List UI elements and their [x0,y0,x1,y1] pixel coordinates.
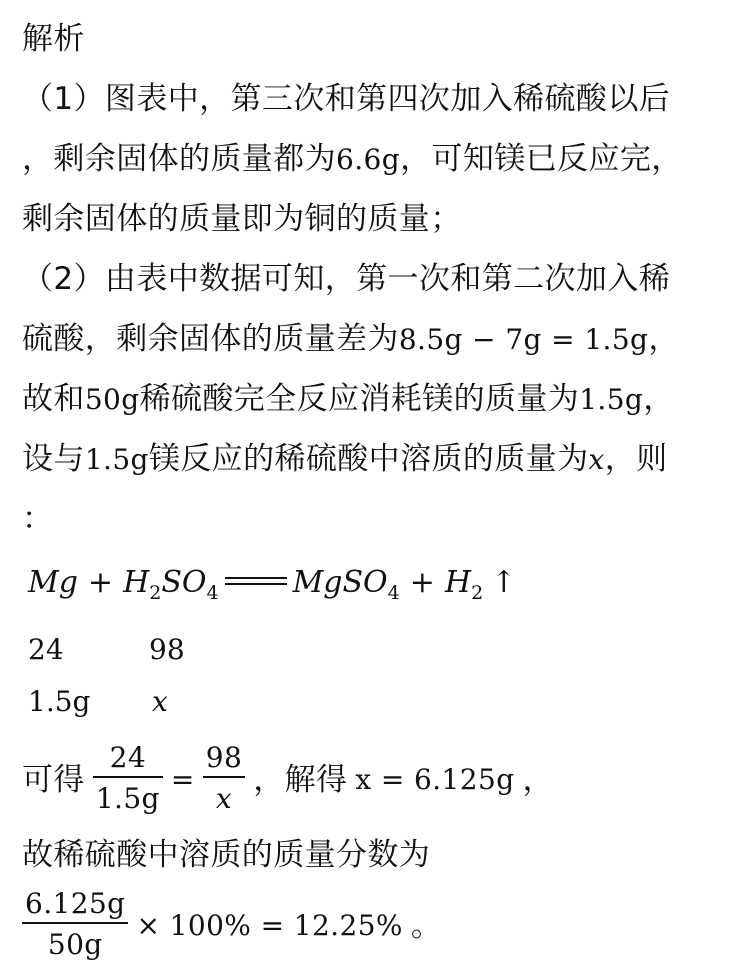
reactant-mg: Mg [28,565,78,600]
title-analysis: 解析 [22,21,85,57]
fraction-98-over-x [203,742,245,815]
final-fraction [22,888,128,961]
solve-result: x = 6.125g [355,763,515,797]
part2-line5-math: 8.5g − 7g = 1.5g [398,323,649,356]
part1-line2-mass: 6.6g [336,143,401,176]
final-calc-text: × 100% = 12.25% [136,909,403,943]
part2-line7-var: x [588,443,605,476]
fraction-intro-line: 故稀硫酸中溶质的质量分数为 [22,837,431,873]
reactant-h2so4 [123,565,219,604]
part1-line2 [22,141,683,177]
mgso-symbol: MgSO [292,565,388,600]
part2-line6 [22,381,675,417]
part1-line3: 剩余固体的质量即为铜的质量； [22,201,462,237]
ratio-grid [28,633,268,726]
solve-equals: = [170,763,195,797]
part2-line6-value: 1.5g [579,383,644,416]
chemical-equation [28,565,517,604]
solve-text-before: 可得 [22,761,85,798]
mgso-subscript: 4 [387,582,400,604]
part2-line7-text2: 镁反应的稀硫酸中溶质的质量为 [148,441,589,477]
part1-line2-text: ，剩余固体的质量都为 [22,141,336,177]
solve-line [22,741,554,817]
plus-sign-1: + [87,565,114,600]
so-symbol: SO [161,565,207,600]
fraction2-bottom: x [215,782,233,816]
fraction2-top: 98 [203,742,245,778]
part2-line6-text1: 故和 [22,381,85,417]
part2-line8: ： [22,501,54,537]
mg-molar-mass: 24 [28,633,64,666]
fraction1-top: 24 [93,742,163,778]
part2-line7-tail: ，则 [604,441,668,477]
part1-line1: （1）图表中，第三次和第四次加入稀硫酸以后 [22,81,671,117]
solve-tail: ， [522,761,554,798]
plus-sign-2: + [409,565,435,600]
o-subscript: 4 [206,582,219,604]
fraction1-bottom: 1.5g [95,782,160,816]
product-h2 [444,565,484,604]
final-calculation [22,887,443,963]
final-period: 。 [410,907,443,944]
h2-subscript: 2 [471,582,484,604]
final-fraction-bottom: 50g [47,928,103,962]
fraction-24-over-1-5g [93,742,163,815]
part2-line7 [22,441,668,477]
solve-text-mid: ，解得 [253,761,348,798]
gas-arrow-icon: ↑ [491,565,517,600]
part2-line5-text: 硫酸，剩余固体的质量差为 [22,321,399,357]
part1-line2-tail: ，可知镁已反应完， [400,141,683,177]
part2-line5 [22,321,680,357]
final-fraction-top: 6.125g [22,888,128,924]
product-mgso4 [292,565,400,604]
part2-line4: （2）由表中数据可知，第一次和第二次加入稀 [22,261,671,297]
acid-molar-mass: 98 [149,633,185,666]
part2-line6-text2: 稀硫酸完全反应消耗镁的质量为 [139,381,580,417]
part2-line7-text1: 设与 [22,441,85,477]
part2-line7-mass: 1.5g [84,443,149,476]
reaction-equals-sign [225,573,287,589]
h-symbol: H [123,565,150,600]
part2-line6-tail: ， [643,381,675,417]
part2-line6-mass: 50g [84,383,140,416]
acid-unknown-mass: x [152,685,168,718]
h-subscript: 2 [149,582,162,604]
h2-symbol: H [444,565,472,600]
mg-actual-mass: 1.5g [28,685,91,718]
part2-line5-tail: ， [648,321,680,357]
